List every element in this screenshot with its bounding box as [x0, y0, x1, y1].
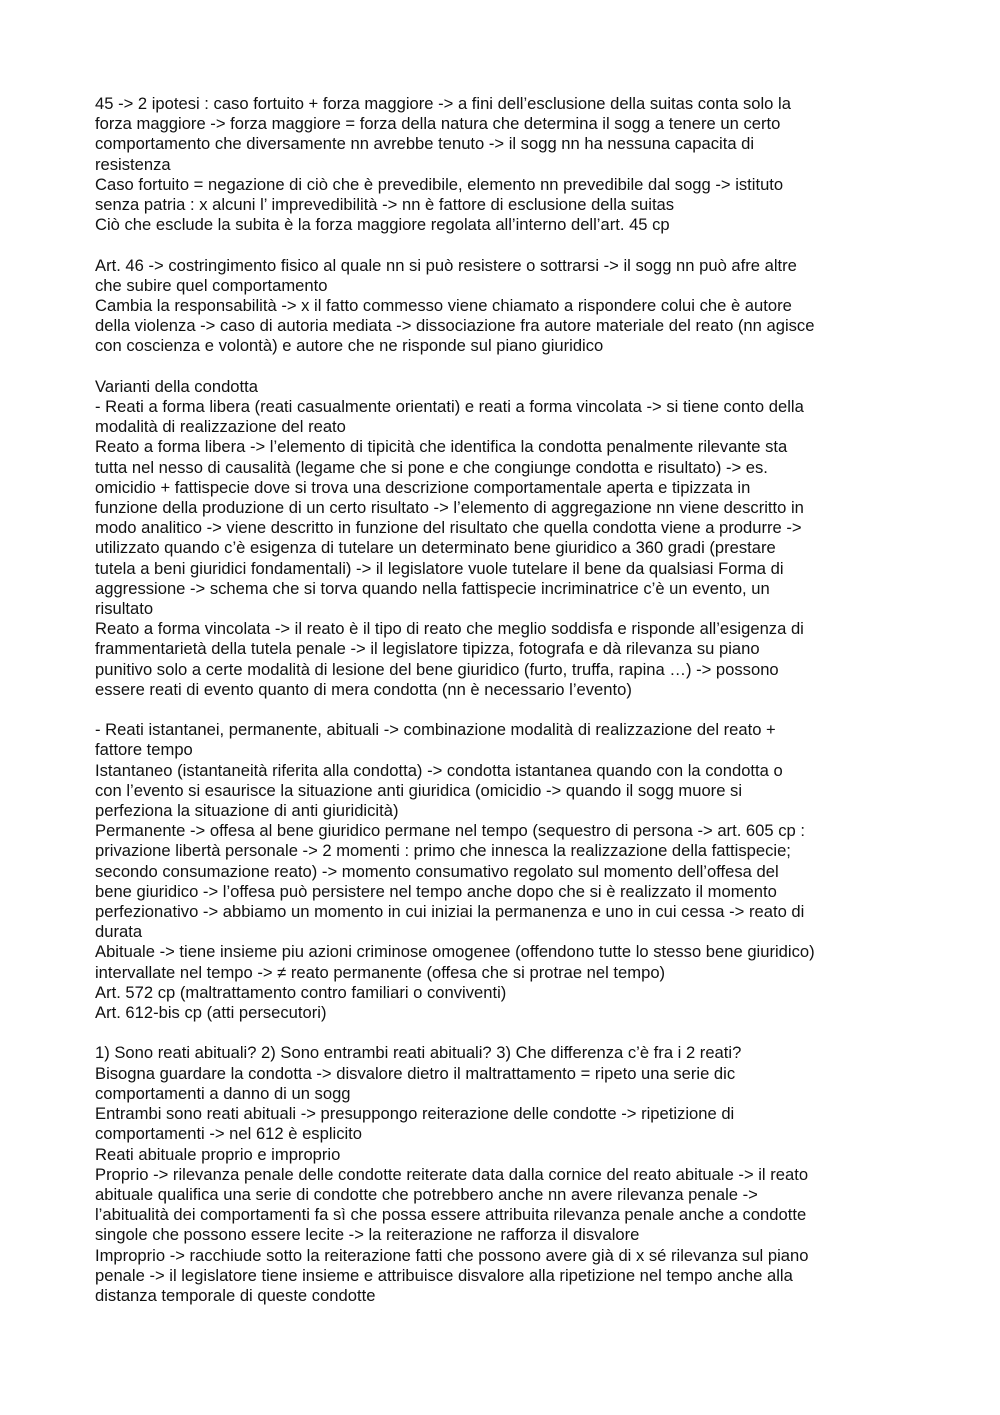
paragraph-art-46 [95, 256, 915, 357]
text-line: Permanente -> offesa al bene giuridico permane nel tempo (sequestro di persona -> art. 605 cp : [95, 821, 805, 841]
text-line: - Reati a forma libera (reati casualmente orientati) e reati a forma vincolata -> si tiene conto della [95, 397, 804, 417]
text-line: aggressione -> schema che si torva quando nella fattispecie incriminatrice c’è un evento, un [95, 578, 770, 598]
text-line: penale -> il legislatore tiene insieme e attribuisce disvalore alla ripetizione nel tempo anche alla [95, 1265, 793, 1285]
text-line: Abituale -> tiene insieme piu azioni criminose omogenee (offendono tutte lo stesso bene giuridico) [95, 942, 815, 962]
text-line: - Reati istantanei, permanente, abituali -> combinazione modalità di realizzazione del reato + [95, 720, 776, 740]
text-line: Reato a forma libera -> l’elemento di tipicità che identifica la condotta penalmente rilevante sta [95, 437, 788, 457]
text-line: perfezionativo -> abbiamo un momento in cui iniziai la permanenza e uno in cui cessa -> reato di [95, 902, 805, 922]
text-line: intervallate nel tempo -> ≠ reato permanente (offesa che si protrae nel tempo) [95, 962, 666, 982]
text-line: l’abitualità dei comportamenti fa sì che possa essere attribuita rilevanza penale anche a condotte [95, 1205, 807, 1225]
paragraph-gap [95, 357, 915, 377]
text-line: Art. 46 -> costringimento fisico al quale nn si può resistere o sottrarsi -> il sogg nn può afre altre [95, 255, 797, 275]
text-line: forza maggiore -> forza maggiore = forza della natura che determina il sogg a tenere un certo [95, 114, 781, 134]
text-line: fattore tempo [95, 740, 193, 760]
text-line: funzione della produzione di un certo risultato -> l’elemento di aggregazione nn viene descritto in [95, 498, 804, 518]
text-line: con l’evento si esaurisce la situazione anti giuridica (omicidio -> quando il sogg muore si [95, 780, 743, 800]
text-line: senza patria : x alcuni l’ imprevedibilità -> nn è fattore di esclusione della suitas [95, 195, 675, 215]
paragraph-gap [95, 700, 915, 720]
text-line: durata [95, 922, 143, 942]
text-line: essere reati di evento quanto di mera condotta (nn è necessario l’evento) [95, 679, 632, 699]
text-line: Bisogna guardare la condotta -> disvalore dietro il maltrattamento = ripeto una serie dic [95, 1063, 736, 1083]
text-line: privazione libertà personale -> 2 momenti : primo che innesca la realizzazione della fattispecie; [95, 841, 791, 861]
text-line: risultato [95, 599, 154, 619]
text-line: bene giuridico -> l’offesa può persistere nel tempo anche dopo che si è realizzato il momento [95, 881, 777, 901]
text-line: abituale qualifica una serie di condotte che potrebbero anche nn avere rilevanza penale -> [95, 1184, 758, 1204]
text-line: 1) Sono reati abituali? 2) Sono entrambi reati abituali? 3) Che differenza c’è fra i 2 reati? [95, 1043, 742, 1063]
text-line: modalità di realizzazione del reato [95, 417, 346, 437]
text-line: Proprio -> rilevanza penale delle condotte reiterate data dalla cornice del reato abituale -> il reato [95, 1164, 809, 1184]
text-line: Art. 612-bis cp (atti persecutori) [95, 1003, 327, 1023]
text-line: Reati abituale proprio e improprio [95, 1144, 341, 1164]
text-line: Entrambi sono reati abituali -> presuppongo reiterazione delle condotte -> ripetizione di [95, 1104, 735, 1124]
text-line: Cambia la responsabilità -> x il fatto commesso viene chiamato a rispondere colui che è autore [95, 296, 792, 316]
document-page [95, 94, 915, 1306]
text-line: Caso fortuito = negazione di ciò che è prevedibile, elemento nn prevedibile dal sogg -> istituto [95, 174, 784, 194]
text-line: modo analitico -> viene descritto in funzione del risultato che quella condotta viene a produrre -> [95, 518, 802, 538]
text-line: della violenza -> caso di autoria mediata -> dissociazione fra autore materiale del reato (nn agisce [95, 316, 815, 336]
text-line: con coscienza e volontà) e autore che ne risponde sul piano giuridico [95, 336, 604, 356]
text-line: Art. 572 cp (maltrattamento contro familiari o conviventi) [95, 982, 507, 1002]
text-line: frammentarietà della tutela penale -> il legislatore tipizza, fotografa e dà rilevanza su piano [95, 639, 760, 659]
text-line: tutela a beni giuridici fondamentali) -> il legislatore vuole tutelare il bene da qualsiasi Forma di [95, 558, 784, 578]
paragraph-varianti-condotta [95, 377, 915, 700]
text-line: perfeziona la situazione di anti giuridicità) [95, 801, 399, 821]
paragraph-gap [95, 1023, 915, 1043]
text-line: omicidio + fattispecie dove si trova una descrizione comportamentale aperta e tipizzata in [95, 477, 751, 497]
paragraph-suitas [95, 94, 915, 235]
text-line: secondo consumazione reato) -> momento consumativo regolato sul momento dell’offesa del [95, 861, 779, 881]
paragraph-gap [95, 235, 915, 255]
text-line: Improprio -> racchiude sotto la reiterazione fatti che possono avere già di x sé rilevanza sul piano [95, 1245, 809, 1265]
text-line: resistenza [95, 154, 171, 174]
text-line: 45 -> 2 ipotesi : caso fortuito + forza maggiore -> a fini dell’esclusione della suitas conta solo la [95, 94, 791, 113]
paragraph-reati-istantanei [95, 720, 915, 1023]
text-line: singole che possono essere lecite -> la reiterazione ne rafforza il disvalore [95, 1225, 640, 1245]
text-line: distanza temporale di queste condotte [95, 1285, 376, 1305]
text-line: comportamento che diversamente nn avrebbe tenuto -> il sogg nn ha nessuna capacita di [95, 134, 755, 154]
text-line: comportamenti -> nel 612 è esplicito [95, 1124, 363, 1144]
text-line: Reato a forma vincolata -> il reato è il tipo di reato che meglio soddisfa e risponde all’esigenza di [95, 619, 804, 639]
text-line: tutta nel nesso di causalità (legame che si pone e che congiunge condotta e risultato) -> es. [95, 457, 768, 477]
text-line: Istantaneo (istantaneità riferita alla condotta) -> condotta istantanea quando con la condotta o [95, 760, 783, 780]
section-heading: Varianti della condotta [95, 376, 258, 396]
text-line: comportamenti a danno di un sogg [95, 1083, 351, 1103]
text-line: Ciò che esclude la subita è la forza maggiore regolata all’interno dell’art. 45 cp [95, 215, 670, 235]
text-line: utilizzato quando c’è esigenza di tutelare un determinato bene giuridico a 360 gradi (prestare [95, 538, 776, 558]
text-line: che subire quel comportamento [95, 275, 328, 295]
paragraph-reati-abituali [95, 1043, 915, 1306]
text-line: punitivo solo a certe modalità di lesione del bene giuridico (furto, truffa, rapina …) -> possono [95, 659, 779, 679]
